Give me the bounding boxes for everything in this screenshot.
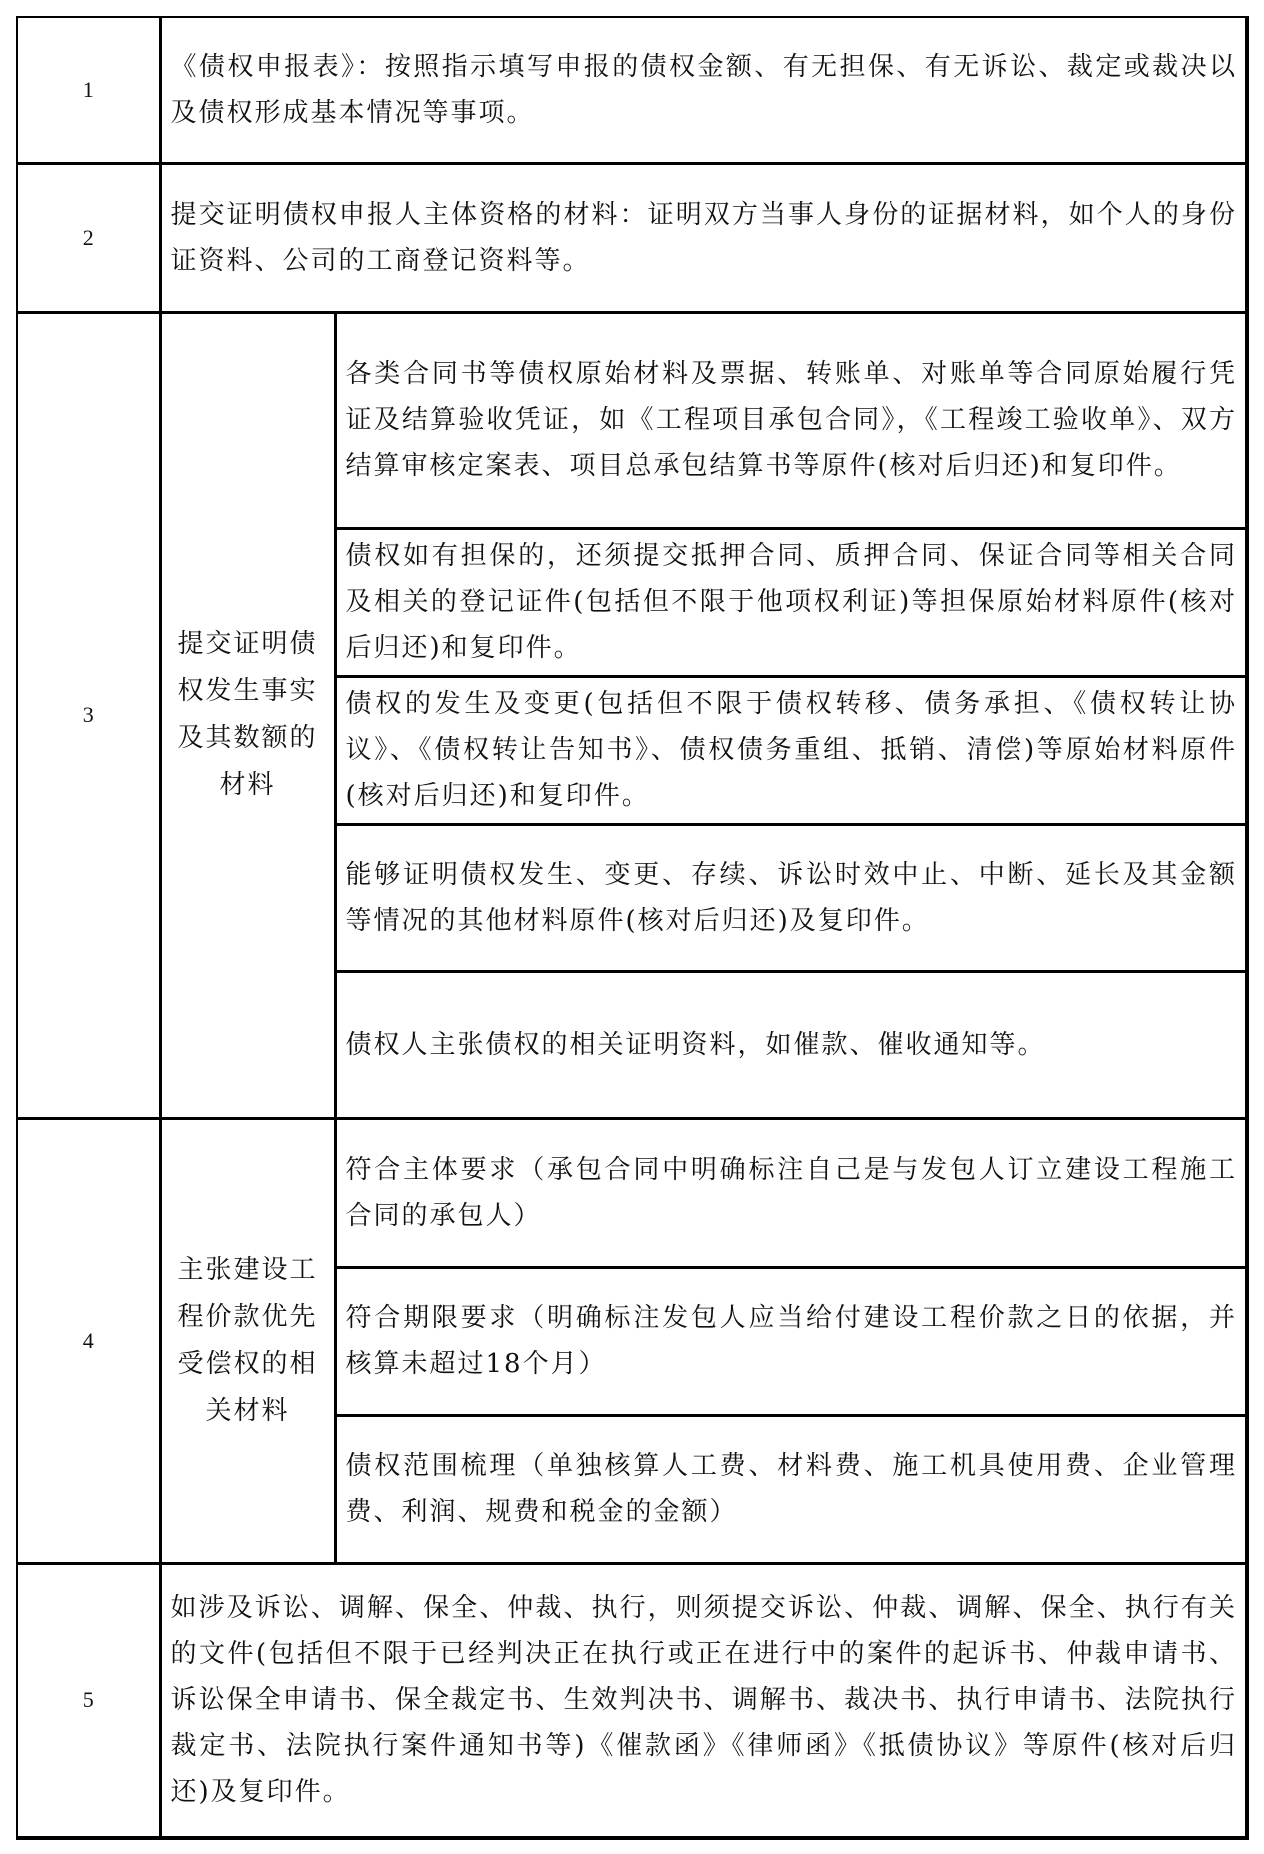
table-row: [17, 312, 1247, 528]
row-number: 5: [17, 1563, 160, 1838]
sub-item: 债权的发生及变更(包括但不限于债权转移、债务承担、《债权转让协议》、《债权转让告知书》、债权债务重组、抵销、清偿)等原始材料原件(核对后归还)和复印件。: [335, 676, 1247, 824]
row-content: 《债权申报表》：按照指示填写申报的债权金额、有无担保、有无诉讼、裁定或裁决以及债权形成基本情况等事项。: [160, 17, 1247, 163]
sub-item: 各类合同书等债权原始材料及票据、转账单、对账单等合同原始履行凭证及结算验收凭证，如《工程项目承包合同》，《工程竣工验收单》、双方结算审核定案表、项目总承包结算书等原件(核对后归还)和复印件。: [335, 312, 1247, 528]
row-content: 如涉及诉讼、调解、保全、仲裁、执行，则须提交诉讼、仲裁、调解、保全、执行有关的文件(包括但不限于已经判决正在执行或正在进行中的案件的起诉书、仲裁申请书、诉讼保全申请书、保全裁定书、生效判决书、调解书、裁决书、执行申请书、法院执行裁定书、法院执行案件通知书等)《催款函》《律师函》《抵债协议》等原件(核对后归还)及复印件。: [160, 1563, 1247, 1838]
row-content: 提交证明债权申报人主体资格的材料：证明双方当事人身份的证据材料，如个人的身份证资料、公司的工商登记资料等。: [160, 163, 1247, 312]
sub-item: 符合期限要求（明确标注发包人应当给付建设工程价款之日的依据，并核算未超过18个月）: [335, 1267, 1247, 1415]
requirements-table: [16, 16, 1249, 1840]
sub-item: 债权范围梳理（单独核算人工费、材料费、施工机具使用费、企业管理费、利润、规费和税金的金额）: [335, 1415, 1247, 1563]
row-number: 4: [17, 1118, 160, 1563]
table-row: [17, 163, 1247, 312]
sub-item: 债权人主张债权的相关证明资料，如催款、催收通知等。: [335, 971, 1247, 1118]
sub-item: 能够证明债权发生、变更、存续、诉讼时效中止、中断、延长及其金额等情况的其他材料原件(核对后归还)及复印件。: [335, 824, 1247, 971]
sub-item: 债权如有担保的，还须提交抵押合同、质押合同、保证合同等相关合同及相关的登记证件(包括但不限于他项权利证)等担保原始材料原件(核对后归还)和复印件。: [335, 528, 1247, 676]
row-number: 2: [17, 163, 160, 312]
table-row: [17, 1563, 1247, 1838]
row-number: 3: [17, 312, 160, 1118]
row-category-label: 提交证明债权发生事实及其数额的材料: [160, 312, 335, 1118]
table-row: [17, 17, 1247, 163]
row-category-label: 主张建设工程价款优先受偿权的相关材料: [160, 1118, 335, 1563]
row-number: 1: [17, 17, 160, 163]
table-row: [17, 1118, 1247, 1267]
sub-item: 符合主体要求（承包合同中明确标注自己是与发包人订立建设工程施工合同的承包人）: [335, 1118, 1247, 1267]
